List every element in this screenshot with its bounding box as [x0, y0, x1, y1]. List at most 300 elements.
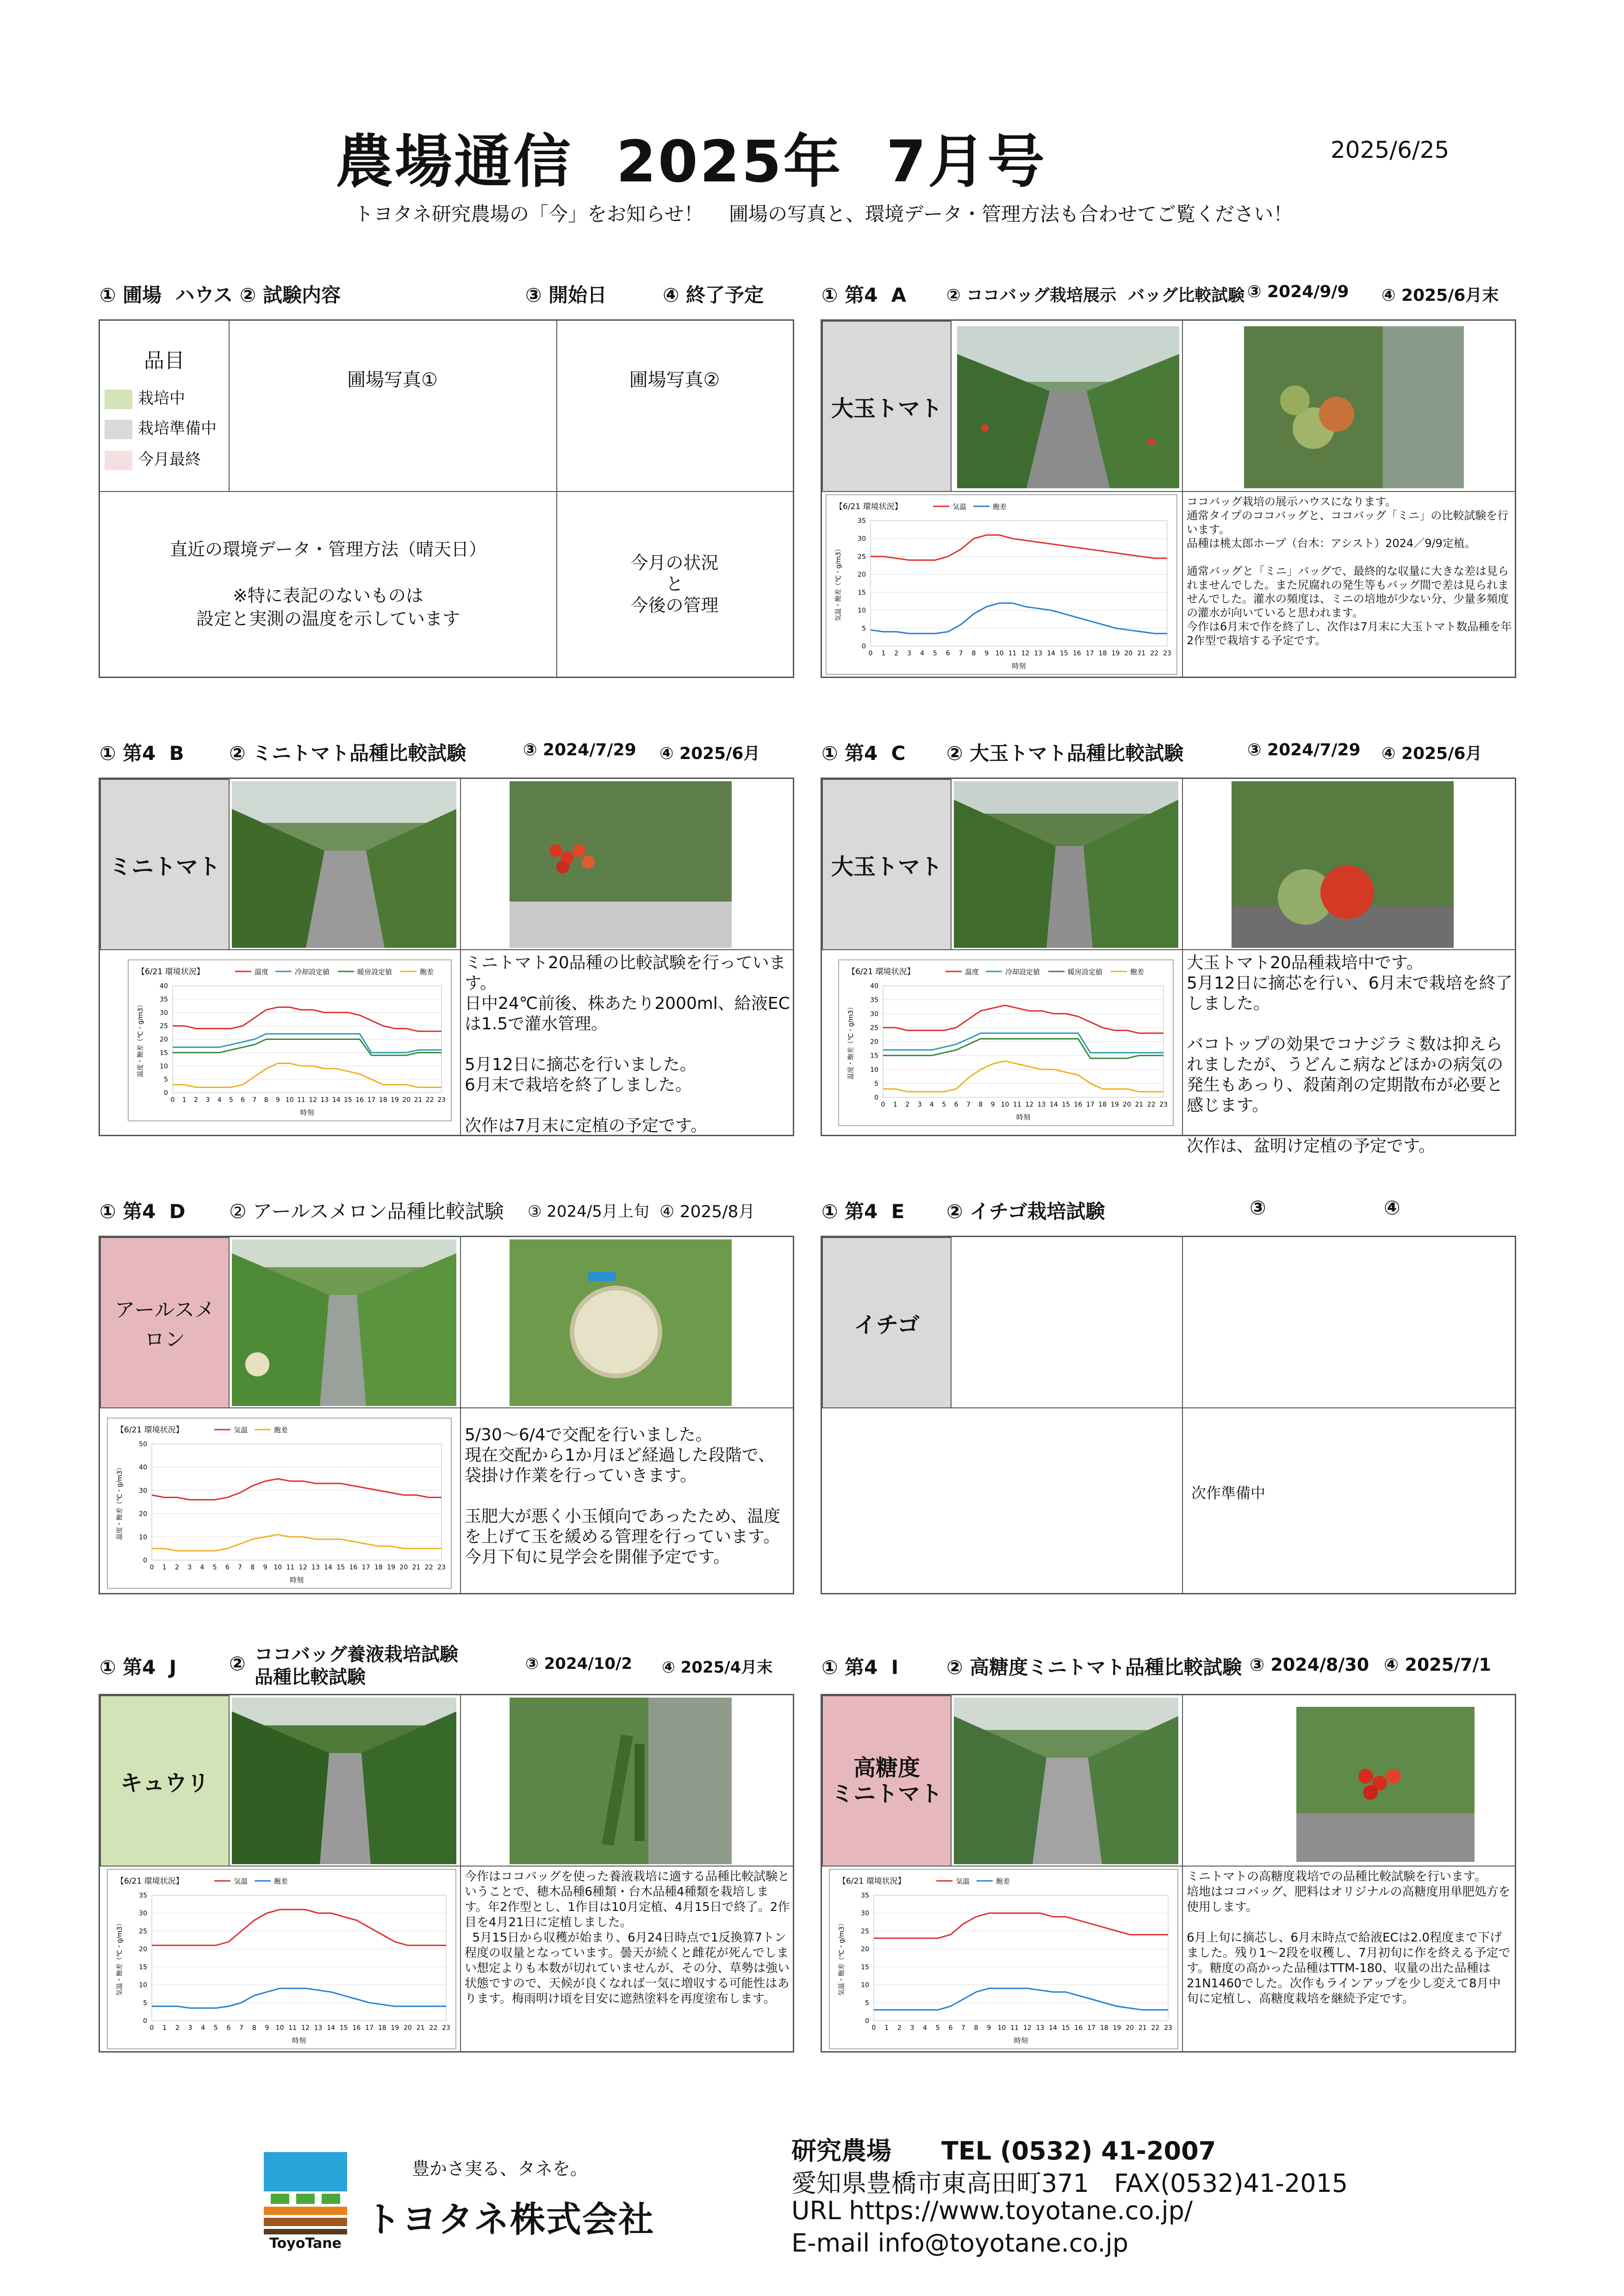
x-tick-label: 17: [365, 2024, 374, 2032]
legend-status: 今月の状況 と 今後の管理: [630, 552, 719, 616]
section-j-h1: ① 第4 J: [100, 1656, 177, 1679]
x-tick-label: 14: [327, 2024, 336, 2032]
y-tick-label: 15: [870, 1052, 878, 1060]
x-tick-label: 11: [286, 1564, 295, 1571]
x-tick-label: 12: [1023, 2024, 1032, 2032]
x-tick-label: 5: [212, 1564, 217, 1571]
x-axis-label: 時刻: [300, 1108, 314, 1117]
x-tick-label: 8: [974, 2024, 978, 2032]
x-tick-label: 20: [1123, 1101, 1131, 1108]
x-tick-label: 16: [1074, 1101, 1083, 1108]
x-tick-label: 20: [1126, 2024, 1134, 2032]
section-e-h3: ③: [1250, 1196, 1266, 1219]
page-title: 農場通信 2025年 7月号: [336, 129, 1047, 195]
photo-c2: [1232, 781, 1454, 948]
x-tick-label: 5: [229, 1096, 233, 1104]
section-c-h1: ① 第4 C: [821, 742, 906, 765]
crop-label-i: 高糖度 ミニトマト: [822, 1695, 952, 1867]
section-d-h2: ② アールスメロン品種比較試験: [229, 1200, 504, 1223]
row-divider-d: [100, 1407, 793, 1408]
growing-swatch: [105, 390, 132, 409]
y-tick-label: 0: [874, 1094, 878, 1101]
legend-label: 気温: [956, 1877, 970, 1885]
x-tick-label: 5: [213, 2024, 218, 2032]
section-a-h1: ① 第4 A: [821, 284, 907, 306]
x-tick-label: 17: [1086, 1101, 1095, 1108]
x-tick-label: 13: [1036, 2024, 1045, 2032]
x-tick-label: 5: [935, 2024, 940, 2032]
y-tick-label: 35: [861, 1892, 869, 1899]
chart-j: [107, 1869, 456, 2049]
x-tick-label: 1: [162, 1564, 167, 1571]
x-tick-label: 18: [1098, 650, 1107, 657]
x-tick-label: 4: [920, 650, 924, 657]
y-tick-label: 20: [160, 1036, 168, 1044]
section-e-h2: ② イチゴ栽培試験: [946, 1200, 1105, 1223]
legend-label: 飽差: [1130, 968, 1145, 976]
y-tick-label: 20: [858, 571, 866, 579]
legend-label: 冷却設定値: [1005, 968, 1040, 976]
legend-label: 飽差: [274, 1426, 288, 1434]
y-tick-label: 10: [870, 1066, 878, 1074]
text-c: 大玉トマト20品種栽培中です。 5月12日に摘芯を行い、6月末で栽培を終了しました。 バコトップの効果でコナジラミ数は抑えられましたが、うどんこ病などほかの病気の発生もあっり、殺菌剤の定期散布が必要と感じます。 次作は、盆明け定植の予定です。: [1187, 953, 1512, 1156]
x-tick-label: 6: [948, 2024, 953, 2032]
x-tick-label: 8: [252, 2024, 256, 2032]
y-tick-label: 0: [865, 2017, 869, 2025]
x-tick-label: 11: [288, 2024, 297, 2032]
x-tick-label: 6: [946, 650, 950, 657]
x-tick-label: 17: [367, 1096, 376, 1104]
y-tick-label: 10: [861, 1981, 869, 1989]
series-line: [173, 1064, 442, 1088]
x-tick-label: 14: [1049, 2024, 1058, 2032]
x-tick-label: 13: [1037, 1101, 1046, 1108]
x-tick-label: 20: [404, 2024, 412, 2032]
legend-label: 飽差: [420, 968, 434, 976]
x-tick-label: 19: [1110, 1101, 1119, 1108]
x-tick-label: 23: [1163, 650, 1171, 657]
x-tick-label: 19: [391, 1096, 399, 1104]
y-tick-label: 35: [858, 517, 866, 525]
legend-item-last: 今月最終: [105, 447, 201, 470]
row-divider-e: [822, 1407, 1515, 1408]
x-tick-label: 6: [226, 2024, 231, 2032]
x-tick-label: 18: [379, 1096, 387, 1104]
col-divider-b1: [229, 779, 230, 950]
y-tick-label: 15: [858, 589, 866, 597]
y-tick-label: 30: [858, 535, 866, 543]
x-tick-label: 19: [1113, 2024, 1121, 2032]
x-tick-label: 16: [1072, 650, 1081, 657]
x-tick-label: 0: [149, 2024, 154, 2032]
x-tick-label: 21: [1135, 1101, 1144, 1108]
x-tick-label: 4: [201, 2024, 205, 2032]
legend-env: 直近の環境データ・管理方法（晴天日） ※特に表記のないものは 設定と実測の温度を示しています: [100, 491, 557, 677]
x-tick-label: 12: [1021, 650, 1030, 657]
x-tick-label: 22: [1150, 650, 1159, 657]
text-a: ココバッグ栽培の展示ハウスになります。 通常タイプのココバッグと、ココバッグ「ミニ」の比較試験を行います。 品種は桃太郎ホープ（台木：アシスト）2024／9/9定植。 通常バッグと「ミニ」バッグで、最終的な収量に大きな差は見られませんでした。また尻腐れの発生等もバッグ間で差は見られませんでした。灌水の頻度は、ミニの培地が少ない分、少量多頻度の灌水が向いていると思われます。 今作は6月末で作を終了し、次作は7月末に大玉トマト数品種を年2作型で栽培する予定です。: [1187, 495, 1512, 647]
x-tick-label: 4: [929, 1101, 934, 1108]
x-tick-label: 9: [265, 2024, 269, 2032]
x-axis-label: 時刻: [1016, 1113, 1031, 1121]
x-tick-label: 3: [907, 650, 912, 657]
x-tick-label: 3: [188, 2024, 193, 2032]
y-tick-label: 20: [870, 1038, 878, 1046]
x-tick-label: 16: [1074, 2024, 1083, 2032]
y-tick-label: 5: [865, 1999, 869, 2007]
col-divider-j1: [229, 1695, 230, 1867]
series-line: [883, 1033, 1164, 1052]
x-tick-label: 10: [1001, 1101, 1009, 1108]
x-tick-label: 8: [978, 1101, 983, 1108]
x-tick-label: 20: [399, 1564, 408, 1571]
x-tick-label: 1: [881, 650, 886, 657]
x-tick-label: 12: [301, 2024, 310, 2032]
col-divider-c1: [951, 779, 952, 950]
legend-h1: ① 圃場 ハウス ② 試験内容: [100, 284, 341, 306]
x-tick-label: 7: [252, 1096, 257, 1104]
x-tick-label: 20: [402, 1096, 411, 1104]
row-divider-a: [822, 491, 1515, 492]
y-tick-label: 25: [861, 1928, 869, 1935]
col-divider-e1: [951, 1237, 952, 1408]
x-tick-label: 0: [881, 1101, 885, 1108]
x-tick-label: 23: [1164, 2024, 1172, 2032]
section-j: [99, 1694, 794, 2053]
x-tick-label: 10: [274, 1564, 282, 1571]
section-e-h4: ④: [1384, 1196, 1400, 1219]
chart-title: 【6/21 環境状況】: [116, 1877, 184, 1886]
y-tick-label: 30: [139, 1910, 147, 1917]
x-tick-label: 22: [1147, 1101, 1156, 1108]
series-line: [883, 1005, 1164, 1033]
x-tick-label: 21: [412, 1564, 421, 1571]
y-tick-label: 15: [139, 1963, 147, 1971]
y-tick-label: 30: [160, 1009, 168, 1017]
x-tick-label: 22: [425, 1096, 434, 1104]
x-tick-label: 9: [263, 1564, 268, 1571]
section-j-h2b: 品種比較試験: [255, 1667, 366, 1688]
section-e: [821, 1236, 1516, 1594]
x-tick-label: 7: [239, 2024, 244, 2032]
legend-label: 温度: [255, 968, 269, 976]
y-tick-label: 40: [139, 1464, 147, 1472]
x-tick-label: 11: [297, 1096, 305, 1104]
x-tick-label: 2: [194, 1096, 198, 1104]
x-axis-label: 時刻: [292, 2036, 306, 2045]
x-tick-label: 23: [437, 1096, 446, 1104]
y-tick-label: 5: [143, 1999, 147, 2007]
x-tick-label: 18: [1098, 1101, 1107, 1108]
x-tick-label: 10: [275, 2024, 284, 2032]
y-tick-label: 25: [870, 1024, 878, 1032]
legend-label: 飽差: [996, 1877, 1010, 1885]
photo-i1: [954, 1698, 1178, 1864]
y-tick-label: 10: [160, 1063, 168, 1070]
x-tick-label: 13: [311, 1564, 320, 1571]
crop-label-e: イチゴ: [822, 1237, 952, 1408]
x-tick-label: 9: [275, 1096, 280, 1104]
col-divider-e2: [1182, 1237, 1183, 1593]
section-i-h2: ② 高糖度ミニトマト品種比較試験: [946, 1656, 1242, 1679]
section-j-h3: ③ 2024/10/2: [525, 1655, 633, 1673]
y-tick-label: 35: [870, 996, 878, 1004]
x-tick-label: 9: [990, 1101, 995, 1108]
y-axis-label: 気温・飽差（℃・g/m3）: [835, 545, 842, 622]
y-axis-label: 温度・飽差（℃・g/m3）: [137, 1001, 144, 1077]
contact-address: 愛知県豊橋市東高田町371 FAX(0532)41-2015: [791, 2169, 1348, 2198]
y-tick-label: 0: [143, 2017, 147, 2025]
x-tick-label: 11: [1008, 650, 1017, 657]
x-tick-label: 23: [437, 1564, 446, 1571]
plot-area: [152, 1444, 442, 1560]
y-tick-label: 5: [862, 625, 866, 633]
section-b-h2: ② ミニトマト品種比較試験: [229, 742, 467, 765]
section-a-h3: ③ 2024/9/9: [1247, 282, 1349, 301]
x-tick-label: 22: [1151, 2024, 1160, 2032]
x-axis-label: 時刻: [1012, 662, 1026, 670]
x-tick-label: 22: [424, 1564, 433, 1571]
y-tick-label: 20: [139, 1946, 147, 1954]
x-tick-label: 7: [966, 1101, 971, 1108]
x-tick-label: 12: [1025, 1101, 1034, 1108]
y-tick-label: 5: [874, 1080, 878, 1088]
x-tick-label: 5: [942, 1101, 946, 1108]
x-tick-label: 18: [378, 2024, 386, 2032]
photo-a1: [957, 326, 1179, 488]
x-axis-label: 時刻: [289, 1576, 304, 1584]
y-tick-label: 50: [139, 1441, 147, 1448]
x-tick-label: 15: [336, 1564, 345, 1571]
x-tick-label: 0: [170, 1096, 175, 1104]
series-line: [883, 1061, 1164, 1092]
x-tick-label: 12: [309, 1096, 317, 1104]
legend-photo2: 圃場写真②: [556, 321, 793, 492]
section-b-h4: ④ 2025/6月: [660, 744, 760, 763]
legend-label: 気温: [234, 1877, 248, 1885]
y-tick-label: 40: [160, 983, 168, 990]
legend-label: 気温: [952, 503, 967, 511]
chart-title: 【6/21 環境状況】: [116, 1425, 184, 1435]
x-tick-label: 23: [1159, 1101, 1168, 1108]
section-e-h1: ① 第4 E: [821, 1200, 905, 1223]
y-tick-label: 25: [160, 1022, 168, 1030]
y-axis-label: 温度・飽差（℃・g/m3）: [847, 1003, 855, 1080]
x-tick-label: 10: [995, 650, 1004, 657]
crop-label-j: キュウリ: [100, 1695, 230, 1867]
x-tick-label: 15: [343, 1096, 352, 1104]
x-tick-label: 7: [958, 650, 963, 657]
section-i-h1: ① 第4 I: [821, 1656, 899, 1679]
section-c-h3: ③ 2024/7/29: [1247, 740, 1361, 759]
text-e: 次作準備中: [1191, 1484, 1266, 1502]
logo-brand-text: ToyoTane: [269, 2235, 342, 2252]
y-tick-label: 0: [164, 1089, 168, 1097]
legend-label: 暖房設定値: [1068, 968, 1103, 976]
series-line: [874, 1988, 1168, 2010]
legend-label: 気温: [234, 1426, 248, 1434]
y-axis-label: 気温・飽差（℃・g/m3）: [838, 1920, 846, 1996]
y-tick-label: 35: [139, 1892, 147, 1899]
x-axis-label: 時刻: [1014, 2036, 1028, 2045]
x-tick-label: 2: [897, 2024, 902, 2032]
x-tick-label: 11: [1013, 1101, 1021, 1108]
y-tick-label: 15: [160, 1049, 168, 1057]
y-tick-label: 35: [160, 996, 168, 1003]
x-tick-label: 13: [1034, 650, 1043, 657]
col-divider-d1: [229, 1237, 230, 1408]
x-tick-label: 5: [933, 650, 937, 657]
col-divider-a1: [951, 321, 952, 492]
section-c-h4: ④ 2025/6月: [1381, 744, 1482, 763]
photo-d1: [232, 1239, 456, 1406]
x-tick-label: 9: [984, 650, 989, 657]
x-tick-label: 9: [987, 2024, 991, 2032]
section-c: [821, 778, 1516, 1156]
x-tick-label: 7: [961, 2024, 966, 2032]
x-tick-label: 23: [442, 2024, 450, 2032]
legend-item-preparing: 栽培準備中: [105, 416, 217, 439]
crop-label-b: ミニトマト: [100, 779, 230, 950]
x-tick-label: 13: [314, 2024, 323, 2032]
x-tick-label: 3: [205, 1096, 210, 1104]
x-tick-label: 15: [1060, 650, 1068, 657]
section-j-h2num: ②: [229, 1652, 246, 1675]
x-tick-label: 1: [162, 2024, 167, 2032]
y-tick-label: 0: [862, 643, 866, 650]
section-a-h4: ④ 2025/6月末: [1381, 286, 1499, 305]
section-b-h3: ③ 2024/7/29: [523, 740, 636, 759]
x-tick-label: 17: [1085, 650, 1094, 657]
photo-b2: [510, 781, 732, 948]
x-tick-label: 22: [429, 2024, 438, 2032]
legend-h4: ④ 終了予定: [663, 284, 764, 306]
x-tick-label: 0: [149, 1564, 154, 1571]
x-tick-label: 2: [894, 650, 899, 657]
y-tick-label: 30: [139, 1487, 147, 1495]
x-tick-label: 16: [355, 1096, 364, 1104]
y-tick-label: 10: [139, 1981, 147, 1989]
legend-photo1: 圃場写真①: [229, 321, 557, 492]
company-name: トヨタネ株式会社: [366, 2199, 654, 2240]
x-tick-label: 0: [871, 2024, 876, 2032]
x-tick-label: 1: [182, 1096, 187, 1104]
x-tick-label: 11: [1010, 2024, 1019, 2032]
series-line: [152, 1988, 446, 2008]
y-tick-label: 10: [139, 1533, 147, 1541]
photo-a2: [1244, 326, 1464, 488]
chart-title: 【6/21 環境状況】: [847, 967, 915, 977]
section-i-h4: ④ 2025/7/1: [1384, 1655, 1491, 1675]
crop-label-d: アールスメロン: [100, 1237, 230, 1408]
x-tick-label: 19: [387, 1564, 396, 1571]
y-tick-label: 30: [870, 1010, 878, 1018]
chart-title: 【6/21 環境状況】: [838, 1877, 906, 1886]
col-divider-a2: [1182, 321, 1183, 492]
legend-label: 冷却設定値: [295, 968, 330, 976]
x-tick-label: 20: [1124, 650, 1133, 657]
series-line: [173, 1007, 442, 1031]
photo-c1: [954, 781, 1178, 948]
photo-d2: [510, 1239, 732, 1406]
x-tick-label: 3: [917, 1101, 922, 1108]
x-tick-label: 16: [349, 1564, 358, 1571]
x-tick-label: 1: [893, 1101, 897, 1108]
text-d: 5/30～6/4で交配を行いました。 現在交配から1か月ほど経過した段階で、袋掛け作業を行っていきます。 玉肥大が悪く小玉傾向であったため、温度を上げて玉を緩める管理を行っています。今月下旬に見学会を開催予定です。: [465, 1425, 781, 1567]
col-divider-i1: [951, 1695, 952, 1867]
y-tick-label: 15: [861, 1963, 869, 1971]
section-c-h2: ② 大玉トマト品種比較試験: [946, 742, 1184, 765]
y-tick-label: 30: [861, 1910, 869, 1917]
section-i-h3: ③ 2024/8/30: [1250, 1655, 1369, 1675]
x-tick-label: 18: [1100, 2024, 1108, 2032]
x-tick-label: 2: [905, 1101, 910, 1108]
legend-h3: ③ 開始日: [525, 284, 607, 306]
x-tick-label: 4: [200, 1564, 205, 1571]
preparing-swatch: [105, 420, 132, 439]
x-tick-label: 16: [352, 2024, 361, 2032]
x-tick-label: 0: [868, 650, 873, 657]
x-tick-label: 2: [174, 1564, 179, 1571]
last-swatch: [105, 451, 132, 470]
x-tick-label: 13: [320, 1096, 329, 1104]
text-j: 今作はココバッグを使った養液栽培に適する品種比較試験ということで、穂木品種6種類・台木品種4種類を栽培します。年2作型とし、1作目は10月定植、4月15日で終了。2作目を4月21日に定植しました。 5月15日から収穫が始まり、6月24日時点で1反換算7トン程度の収量となっています。曇天が続くと雌花が死んでしまい想定よりも本数が切れていませんが、その分、草勢は強い状態ですので、天候が良くなれば一気に増収する可能性はあります。梅雨明け頃を目安に遮熱塗料を再度塗布します。: [465, 1870, 790, 2006]
chart-b: [128, 959, 452, 1121]
slogan: 豊かさ実る、タネを。: [412, 2159, 588, 2179]
x-tick-label: 6: [954, 1101, 958, 1108]
section-d: [99, 1236, 794, 1594]
y-tick-label: 20: [861, 1946, 869, 1954]
x-tick-label: 7: [238, 1564, 242, 1571]
contact-email: E-mail info@toyotane.co.jp: [791, 2228, 1129, 2258]
plot-area: [874, 1895, 1168, 2021]
section-d-h3: ③ 2024/5月上旬: [528, 1202, 649, 1221]
x-tick-label: 17: [361, 1564, 370, 1571]
page-subtitle: トヨタネ研究農場の「今」をお知らせ！ 圃場の写真と、環境データ・管理方法も合わせてご覧ください！: [354, 203, 1293, 225]
x-tick-label: 21: [416, 2024, 425, 2032]
x-tick-label: 3: [187, 1564, 192, 1571]
x-tick-label: 17: [1087, 2024, 1096, 2032]
y-tick-label: 25: [139, 1928, 147, 1935]
y-axis-label: 気温・飽差（℃・g/m3）: [116, 1920, 124, 1996]
x-tick-label: 2: [175, 2024, 180, 2032]
legend-label: 飽差: [274, 1877, 288, 1885]
series-line: [871, 603, 1167, 634]
issue-date: 2025/6/25: [1331, 137, 1450, 163]
chart-d: [107, 1418, 452, 1589]
y-tick-label: 40: [870, 983, 878, 990]
x-tick-label: 4: [923, 2024, 927, 2032]
x-tick-label: 18: [374, 1564, 383, 1571]
y-tick-label: 5: [164, 1076, 168, 1084]
x-tick-label: 8: [971, 650, 976, 657]
series-line: [173, 1034, 442, 1053]
text-i: ミニトマトの高糖度栽培での品種比較試験を行います。 培地はココバッグ、肥料はオリジナルの高糖度用単肥処方を使用します。 6月上旬に摘芯し、6月末時点で給液ECは2.0程度まで下げました。残り1～2段を収穫し、7月初旬に作を終える予定です。糖度の高かった品種はTTM-180、収量の出た品種は21N1460でした。次作もラインアップを少し変えて8月中旬に定植し、高糖度栽培を継続予定です。: [1187, 1870, 1511, 2006]
section-b: [99, 778, 794, 1136]
x-tick-label: 19: [1111, 650, 1120, 657]
y-tick-label: 20: [139, 1510, 147, 1518]
section-d-h1: ① 第4 D: [100, 1200, 186, 1223]
chart-title: 【6/21 環境状況】: [835, 502, 902, 511]
section-a-h2: ② ココバッグ栽培展示 バッグ比較試験: [946, 286, 1245, 305]
legend-label: 暖房設定値: [357, 968, 392, 976]
x-tick-label: 14: [324, 1564, 332, 1571]
series-line: [874, 1913, 1168, 1938]
series-line: [152, 1479, 442, 1500]
x-tick-label: 15: [1062, 1101, 1070, 1108]
series-line: [152, 1910, 446, 1945]
x-tick-label: 21: [414, 1096, 423, 1104]
